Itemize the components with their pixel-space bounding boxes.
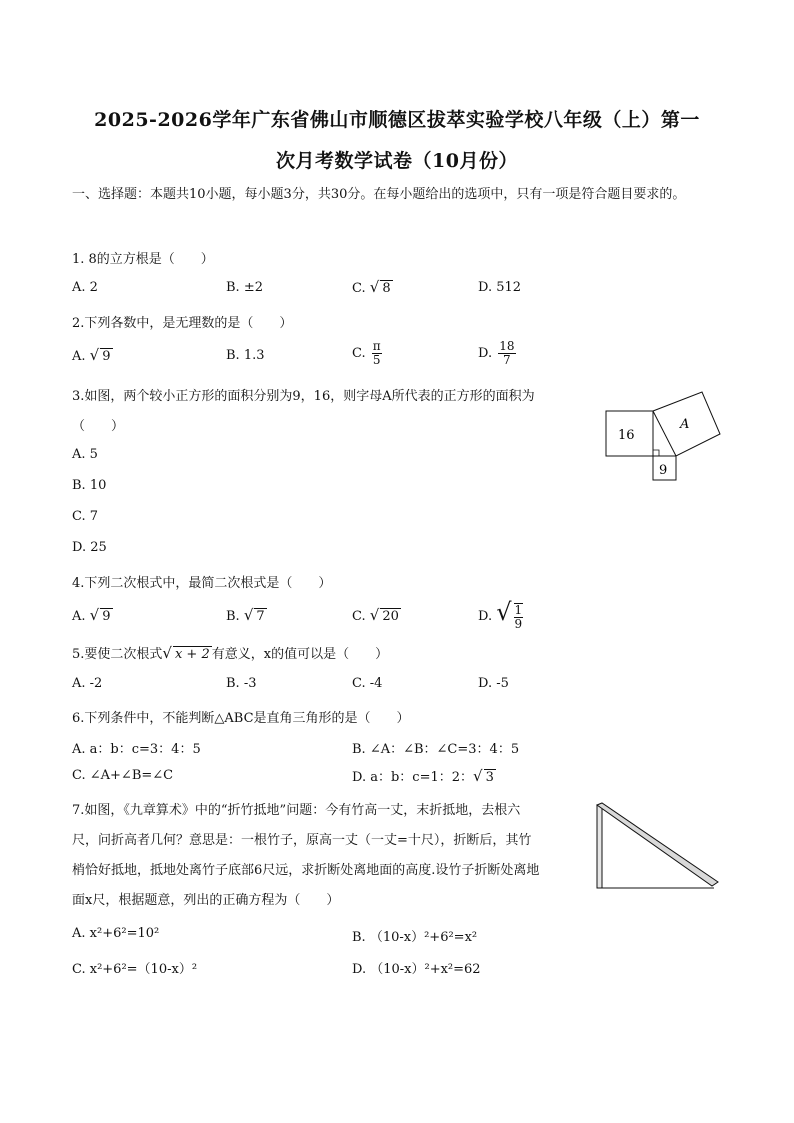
q5-option-d: D. -5 (478, 676, 509, 691)
page-title-line1: 2025-2026学年广东省佛山市顺德区拔萃实验学校八年级（上）第一 (94, 109, 700, 131)
q3-option-b: B. 10 (72, 478, 107, 493)
q6-option-b: B. ∠A：∠B：∠C=3：4：5 (352, 742, 520, 757)
q4-option-b: B. √ 7 (226, 606, 265, 624)
q1-option-d: D. 512 (478, 280, 522, 295)
q3-option-c: C. 7 (72, 509, 99, 524)
question-1-stem: 1. 8的立方根是（ ） (72, 252, 214, 267)
question-3-stem: 3.如图，两个较小正方形的面积分别为9，16，则字母A所代表的正方形的面积为 (72, 389, 535, 404)
q5-option-a: A. -2 (72, 676, 103, 691)
q7-option-d: D. （10-x）²+x²=62 (352, 962, 481, 977)
q4-option-d: D. √ $\frac{1}{9}$ (478, 598, 523, 631)
q6-option-a: A. a：b：c=3：4：5 (72, 742, 201, 757)
question-7-stem (72, 796, 582, 916)
q2-option-d: D. $\frac{18}{7}$ (478, 339, 515, 367)
q2-option-a: A. √ 9 (72, 346, 111, 364)
page-title-line2: 次月考数学试卷（10月份） (276, 150, 518, 172)
q6-option-c: C. ∠A+∠B=∠C (72, 768, 174, 783)
q1-option-a: A. 2 (72, 280, 98, 295)
q7-line-2: 尺，问折高者几何？意思是：一根竹子，原高一丈（一丈=十尺），折断后，其竹 (72, 833, 532, 848)
question-4-stem: 4.下列二次根式中，最简二次根式是（ ） (72, 576, 332, 591)
q7-option-b: B. （10-x）²+6²=x² (352, 930, 478, 945)
q3-option-a: A. 5 (72, 447, 98, 462)
q3-label-a: A (680, 417, 690, 432)
q7-line-1: 7.如图，《九章算术》中的“折竹抵地”问题：今有竹高一丈，末折抵地，去根六 (72, 803, 521, 818)
q2-option-b: B. 1.3 (226, 348, 265, 363)
question-2-stem: 2.下列各数中，是无理数的是（ ） (72, 316, 293, 331)
q7-bamboo-figure (590, 800, 730, 896)
q2-option-c: C. $\frac{\pi}{5}$ (352, 339, 381, 367)
q6-option-d: D. a：b：c=1：2：√ 3 (352, 767, 494, 785)
q1-option-b: B. ±2 (226, 280, 263, 295)
q1-option-c: C. √ 8 (352, 278, 391, 296)
q7-line-4: 面x尺，根据题意，列出的正确方程为（ ） (72, 893, 340, 908)
question-3-stem-cont: （ ） (72, 419, 125, 434)
q3-label-9: 9 (659, 463, 668, 478)
question-5-stem: 5.要使二次根式√ x + 2 有意义，x的值可以是（ ） (72, 644, 389, 662)
q5-option-c: C. -4 (352, 676, 383, 691)
section-instructions: 一、选择题：本题共10小题，每小题3分，共30分。在每小题给出的选项中，只有一项是符合题目要求的。 (72, 187, 686, 202)
q3-option-d: D. 25 (72, 540, 107, 555)
q3-label-16: 16 (618, 428, 635, 443)
q3-squares-figure (600, 378, 730, 488)
q7-option-a: A. x²+6²=10² (72, 926, 160, 941)
q5-option-b: B. -3 (226, 676, 257, 691)
q7-line-3: 梢恰好抵地，抵地处离竹子底部6尺远，求折断处离地面的高度.设竹子折断处离地 (72, 863, 540, 878)
q7-option-c: C. x²+6²=（10-x）² (72, 962, 198, 977)
q4-option-a: A. √ 9 (72, 606, 111, 624)
q4-option-c: C. √ 20 (352, 606, 399, 624)
question-6-stem: 6.下列条件中，不能判断△ABC是直角三角形的是（ ） (72, 711, 410, 726)
